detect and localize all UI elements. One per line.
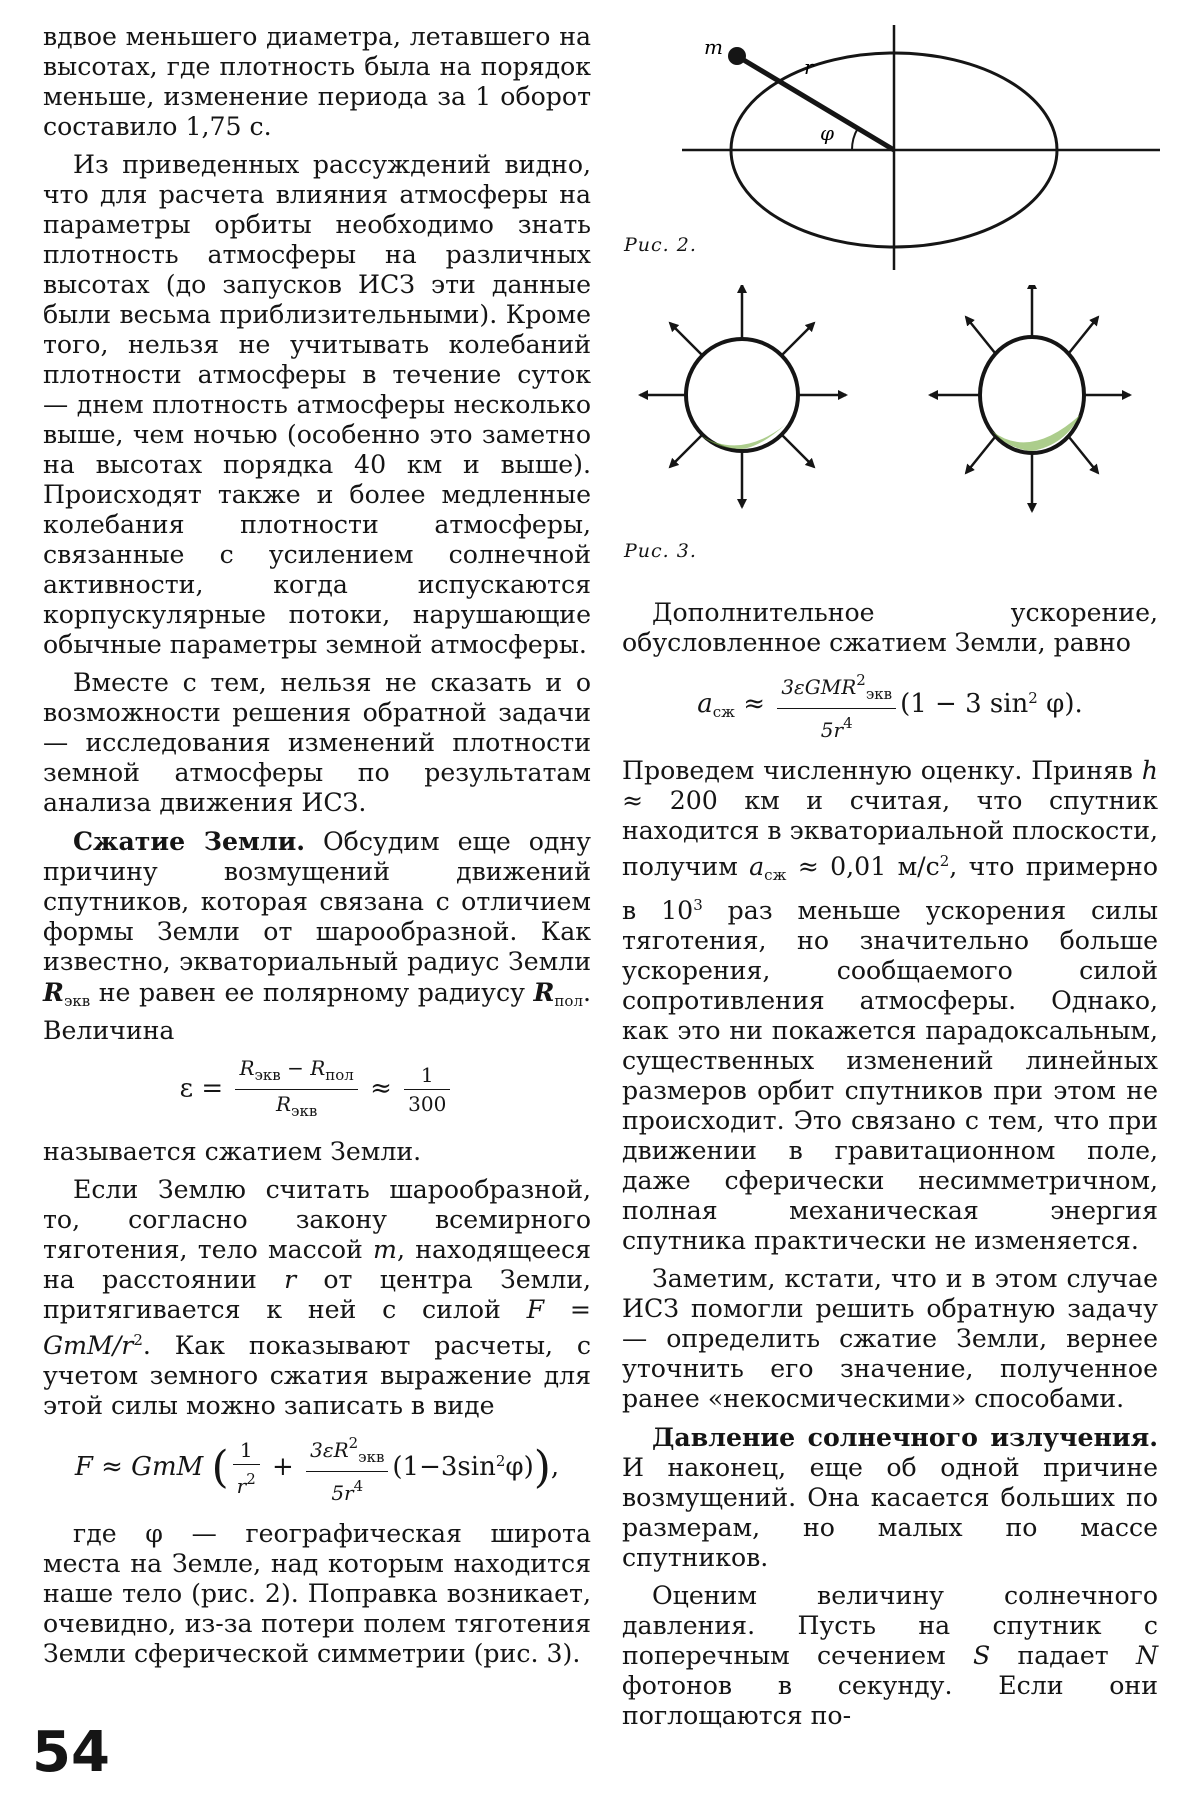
text-run: . Величина: [43, 978, 591, 1045]
formula-part: (1−3sin: [392, 1452, 496, 1482]
text-run: . Как показывают расчеты, с учетом земного сжатия выражение для этой силы можно записать в виде: [43, 1331, 591, 1420]
text-run: ≈ 200 км и считая, что спутник находится в экваториальной плоскости, получим: [622, 786, 1158, 881]
paragraph-estimate: [622, 756, 1158, 1256]
left-column: [43, 22, 591, 1677]
numerator: 1: [233, 1438, 260, 1465]
approx-sign: ≈: [743, 689, 766, 719]
section-heading-radiation: Давление солнечного излучения.: [652, 1422, 1158, 1452]
fraction: [777, 668, 896, 742]
formula-inline: F = GmM/r: [43, 1295, 592, 1360]
figure-2-caption: Рис. 2.: [624, 234, 697, 256]
fraction: [404, 1063, 450, 1116]
paragraph: Заметим, кстати, что и в этом случае ИСЗ помогли решить обратную задачу — определить сжатие Земли, вернее уточнить его значение, полученное ранее «некосмическими» способами.: [622, 1264, 1158, 1413]
formula-part: 5r: [331, 1481, 354, 1505]
paragraph-estimate-pressure: [622, 1581, 1158, 1731]
text-run: И наконец, еще об одной причине возмущений. Она касается больших по размерам, но малых по массе спутников.: [622, 1453, 1158, 1572]
numerator: 1: [404, 1063, 450, 1090]
radius-line: [737, 56, 894, 150]
denominator: 300: [408, 1092, 447, 1116]
field-arrow: [1069, 317, 1098, 353]
text-run: Оценим величину солнечного давления. Пусть на спутник с поперечным сечением: [622, 1581, 1158, 1670]
denominator: [235, 1090, 357, 1123]
superscript: 2: [939, 852, 950, 870]
label-m: m: [704, 35, 723, 59]
subscript: экв: [254, 1066, 281, 1084]
text-run: , находящееся на расстоянии: [43, 1235, 591, 1294]
formula-part: ε =: [179, 1073, 224, 1104]
text-run: ≈ 0,01 м/с: [786, 852, 940, 881]
paragraph-gravity: [43, 1175, 591, 1421]
angle-arc: [852, 128, 858, 150]
paragraph: Дополнительное ускорение, обусловленное сжатием Земли, равно: [622, 598, 1158, 657]
formula-acceleration: [622, 668, 1158, 742]
field-arrow: [1069, 437, 1098, 473]
text-run: , что примерно в 10: [622, 852, 1158, 925]
symbol-r: r: [236, 1474, 247, 1498]
numerator: [777, 668, 896, 709]
superscript: 2: [1028, 689, 1038, 707]
symbol-r: r: [284, 1265, 297, 1294]
text-run: от центра Земли, притягивается к ней с силой: [43, 1265, 591, 1324]
numerator: [306, 1431, 388, 1472]
subscript: экв: [865, 685, 893, 703]
superscript: 4: [843, 714, 853, 732]
formula-part: (1 − 3 sin: [900, 689, 1029, 719]
formula-part: 5r: [820, 718, 844, 742]
paragraph: где φ — географическая широта места на Земле, над которым находится наше тело (рис. 2). Поправка возникает, очевидно, из-за потери полем тяготения Земли сферической симметрии (рис. 3).: [43, 1519, 591, 1668]
subscript: пол: [554, 992, 583, 1010]
label-r: r: [804, 55, 814, 79]
denominator: [233, 1465, 260, 1498]
paragraph: Вместе с тем, нельзя не сказать и о возможности решения обратной задачи — исследования изменений плотности земной атмосферы по результатам анализа движения ИСЗ.: [43, 668, 591, 817]
text-run: падает: [990, 1641, 1136, 1670]
formula-part: 3εR: [310, 1438, 349, 1462]
symbol-m: m: [373, 1235, 397, 1264]
formula-part: φ).: [1037, 689, 1083, 719]
paren: ): [533, 1442, 551, 1493]
formula-part: φ): [505, 1452, 534, 1482]
oblate-field: [930, 285, 1130, 511]
superscript: 3: [693, 896, 703, 914]
symbol-R: R: [43, 977, 64, 1007]
symbol-a: a: [697, 689, 713, 719]
superscript: 2: [495, 1452, 506, 1470]
field-arrow: [782, 435, 814, 467]
subscript: экв: [358, 1448, 385, 1466]
section-heading-oblateness: Сжатие Земли.: [73, 826, 306, 856]
text-run: Проведем численную оценку. Приняв: [622, 756, 1142, 785]
approx-sign: ≈: [370, 1073, 392, 1104]
text-run: Если Землю считать шарообразной, то, согласно закону всемирного тяготения, тело массой: [43, 1175, 591, 1264]
page-number: 54: [32, 1720, 110, 1785]
symbol-h: h: [1141, 756, 1158, 785]
paragraph: называется сжатием Земли.: [43, 1137, 422, 1166]
figure-3-caption: Рис. 3.: [624, 540, 697, 562]
superscript: 2: [133, 1331, 143, 1349]
denominator: [777, 709, 896, 742]
symbol-N: N: [1135, 1641, 1158, 1670]
field-arrow: [670, 323, 702, 355]
formula-part: 3εGMR: [781, 675, 857, 699]
symbol-a: a: [749, 852, 765, 881]
text-run: раз меньше ускорения силы тяготения, но значительно больше ускорения, сообщаемого силой сопротивления атмосферы. Однако, как это ни покажется парадоксальным, существенных изменений линейных размеров орбит спутников при этом не происходит. Это связано с тем, что при движении в гравитационном поле, даже сферически несимметричном, полная механическая энергия спутника практически не изменяется.: [622, 896, 1158, 1255]
label-phi: φ: [820, 121, 835, 145]
symbol-S: S: [972, 1641, 991, 1670]
field-arrow: [966, 437, 995, 473]
formula-part: ,: [550, 1452, 560, 1482]
superscript: 4: [353, 1477, 364, 1495]
subscript: экв: [291, 1102, 318, 1120]
fraction: [235, 1056, 357, 1123]
text-run: фотонов в секунду. Если они поглощаются по-: [622, 1671, 1158, 1730]
paragraph: Из приведенных рассуждений видно, что для расчета влияния атмосферы на параметры орбиты необходимо знать плотность атмосферы на различных высотах (до запусков ИСЗ эти данные были весьма приблизительными). Кроме того, нельзя не учитывать колебаний плотности атмосферы в течение суток — днем плотность атмосферы несколько выше, чем ночью (особенно это заметно на высотах порядка 40 км и выше). Происходят также и более медленные колебания плотности атмосферы, связанные с усилением солнечной активности, когда испускаются корпускулярные потоки, нарушающие обычные параметры земной атмосферы.: [43, 150, 591, 659]
formula-force: [43, 1431, 591, 1505]
formula-part: F ≈ GmM: [74, 1452, 204, 1482]
right-column: [622, 598, 1158, 1739]
superscript: 2: [348, 1434, 359, 1452]
subscript: пол: [325, 1066, 354, 1084]
superscript: 2: [856, 671, 866, 689]
subscript: сж: [712, 703, 735, 721]
formula-epsilon: [43, 1056, 591, 1123]
paragraph: вдвое меньшего диаметра, летавшего на высотах, где плотность была на порядок меньше, изменение периода за 1 оборот составило 1,75 с.: [43, 22, 591, 141]
subscript: сж: [764, 866, 787, 884]
text-run: Обсудим еще одну причину возмущений движений спутников, которая связана с отличием формы Земли от шарообразной. Как известно, экваториальный радиус Земли: [43, 827, 592, 976]
field-arrow: [670, 435, 702, 467]
mass-point: [728, 47, 746, 65]
paragraph-radiation: [622, 1422, 1158, 1573]
paren: (: [211, 1442, 229, 1493]
denominator: [306, 1472, 388, 1505]
paragraph-oblateness: [43, 826, 591, 1046]
symbol-R: − R: [280, 1056, 326, 1080]
fraction: [306, 1431, 388, 1505]
plus-sign: +: [272, 1452, 294, 1482]
symbol-R: R: [533, 977, 555, 1007]
superscript: 2: [246, 1470, 256, 1488]
field-arrow: [966, 317, 995, 353]
symbol-R: R: [275, 1092, 292, 1116]
field-arrow: [782, 323, 814, 355]
symbol-R: R: [239, 1056, 255, 1080]
text-run: не равен ее полярному радиусу: [90, 978, 534, 1007]
fraction: [233, 1438, 260, 1498]
numerator: [235, 1056, 357, 1090]
figure-3: [610, 285, 1150, 520]
sphere-field: [640, 285, 846, 507]
subscript: экв: [63, 992, 91, 1010]
sphere-body: [686, 339, 798, 451]
oblate-body: [980, 337, 1084, 453]
